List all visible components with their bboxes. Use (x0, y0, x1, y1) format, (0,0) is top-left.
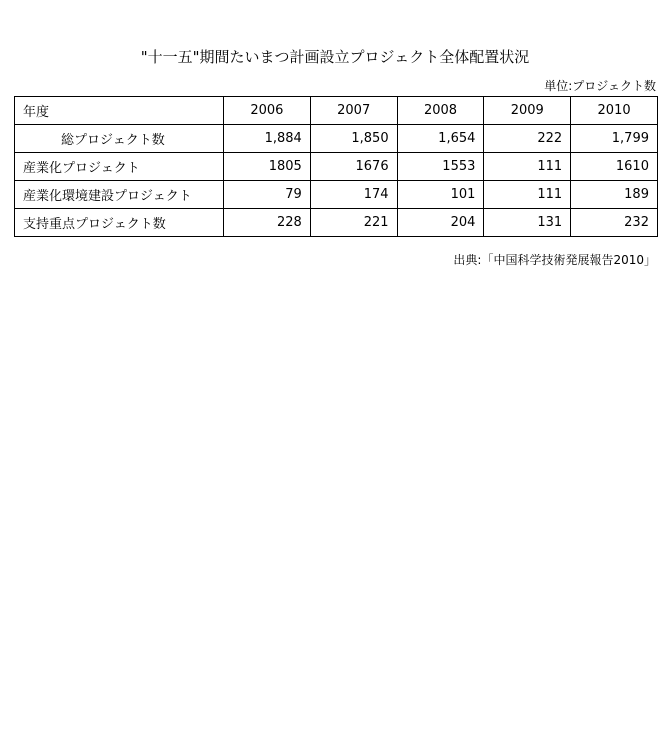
table-cell: 111 (484, 153, 571, 181)
header-cell: 2009 (484, 97, 571, 125)
table-cell: 101 (397, 181, 484, 209)
header-cell: 2010 (571, 97, 658, 125)
header-cell: 2008 (397, 97, 484, 125)
table-cell: 221 (310, 209, 397, 237)
table-cell: 1805 (224, 153, 311, 181)
table-cell: 1,850 (310, 125, 397, 153)
row-label: 総プロジェクト数 (15, 125, 224, 153)
table-row (15, 181, 658, 209)
table-cell: 111 (484, 181, 571, 209)
row-label: 支持重点プロジェクト数 (15, 209, 224, 237)
table-cell: 1676 (310, 153, 397, 181)
table-cell: 222 (484, 125, 571, 153)
row-label: 産業化プロジェクト (15, 153, 224, 181)
table-cell: 131 (484, 209, 571, 237)
table-row (15, 209, 658, 237)
table-cell: 228 (224, 209, 311, 237)
header-cell: 2007 (310, 97, 397, 125)
table-cell: 1610 (571, 153, 658, 181)
table-cell: 189 (571, 181, 658, 209)
document-title: "十一五"期間たいまつ計画設立プロジェクト全体配置状況 (140, 48, 530, 66)
table-header-row (15, 97, 658, 125)
source-note: 出典:「中国科学技術発展報告2010」 (453, 253, 656, 267)
table-row (15, 125, 658, 153)
table-row (15, 153, 658, 181)
data-table (14, 96, 658, 237)
table-cell: 1553 (397, 153, 484, 181)
table-cell: 1,654 (397, 125, 484, 153)
unit-note: 単位:プロジェクト数 (544, 79, 656, 93)
table-cell: 174 (310, 181, 397, 209)
header-cell: 2006 (224, 97, 311, 125)
table-cell: 79 (224, 181, 311, 209)
table-cell: 232 (571, 209, 658, 237)
row-label: 産業化環境建設プロジェクト (15, 181, 224, 209)
table-cell: 1,799 (571, 125, 658, 153)
table-cell: 1,884 (224, 125, 311, 153)
header-cell-year-label: 年度 (15, 97, 224, 125)
table-cell: 204 (397, 209, 484, 237)
